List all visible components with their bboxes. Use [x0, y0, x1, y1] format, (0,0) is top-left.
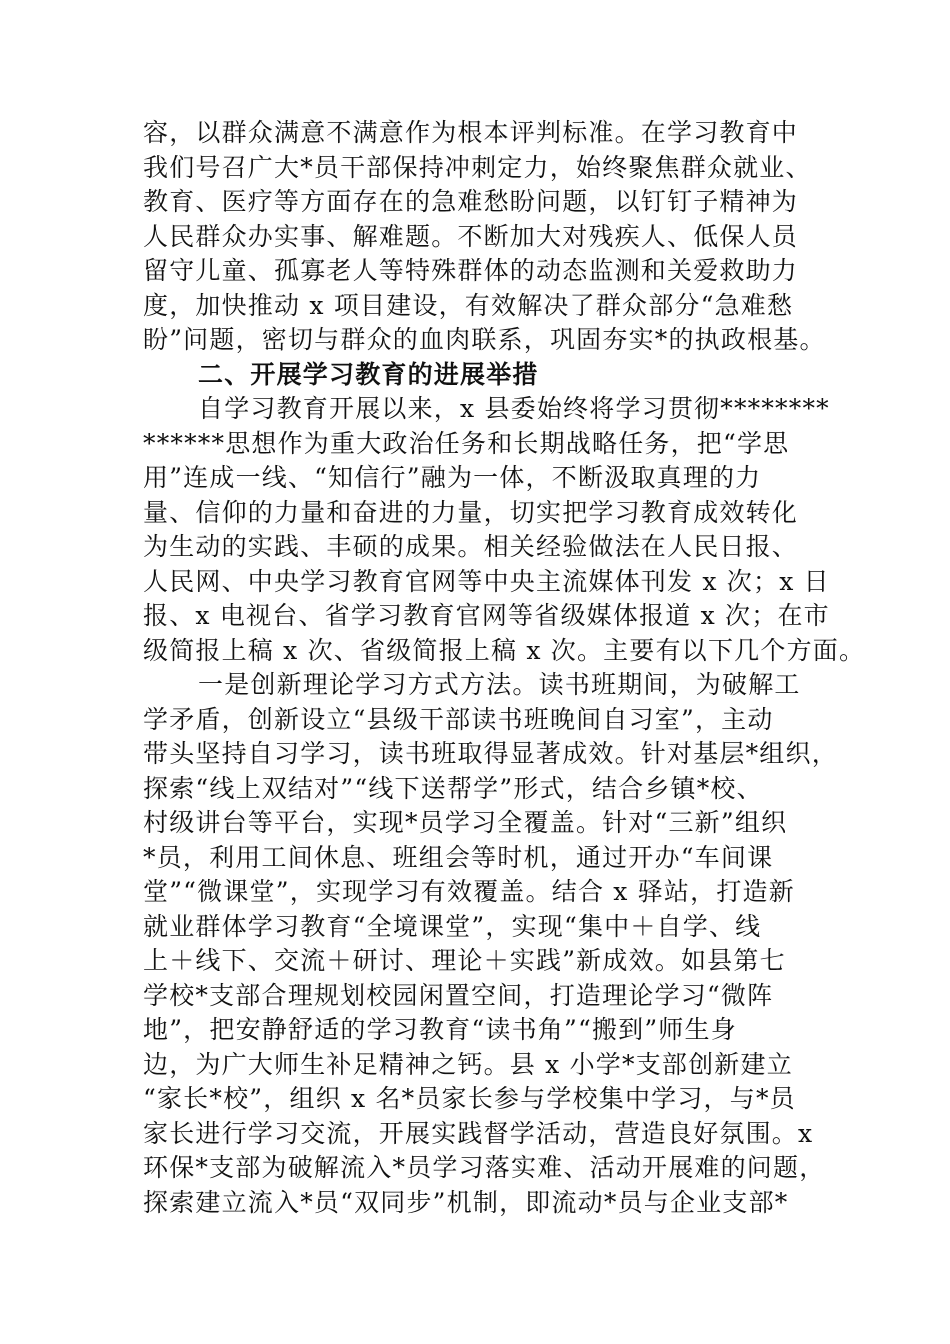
document-body	[143, 116, 866, 1220]
text-line: 度，加快推动 x 项目建设，有效解决了群众部分“急难愁	[143, 290, 794, 320]
text-line: *员，利用工间休息、班组会等时机，通过开办“车间课	[143, 842, 774, 872]
text-line: 人民网、中央学习教育官网等中央主流媒体刊发 x 次；x 日	[143, 566, 830, 596]
text-line: 报、x 电视台、省学习教育官网等省级媒体报道 x 次；在市	[143, 601, 830, 630]
text-line: 家长进行学习交流，开展实践督学活动，营造良好氛围。x	[143, 1118, 814, 1148]
text-line: 我们号召广大*员干部保持冲刺定力，始终聚焦群众就业、	[143, 152, 812, 182]
text-line: ******思想作为重大政治任务和长期战略任务，把“学思	[143, 428, 790, 458]
text-line: 为生动的实践、丰硕的成果。相关经验做法在人民日报、	[143, 532, 799, 561]
text-line: 堂”“微课堂”，实现学习有效覆盖。结合 x 驿站，打造新	[143, 877, 795, 906]
text-line: 用”连成一线、“知信行”融为一体，不断汲取真理的力	[143, 463, 762, 492]
text-line: 容，以群众满意不满意作为根本评判标准。在学习教育中	[143, 118, 799, 147]
paragraph-2	[143, 392, 866, 668]
text-line: “家长*校”，组织 x 名*员家长参与学校集中学习，与*员	[143, 1084, 796, 1113]
text-line: 量、信仰的力量和奋进的力量，切实把学习教育成效转化	[143, 497, 799, 527]
text-line: 教育、医疗等方面存在的急难愁盼问题，以钉钉子精神为	[143, 187, 799, 216]
text-line: 探索“线上双结对”“线下送帮学”形式，结合乡镇*校、	[143, 773, 763, 803]
text-line: 探索建立流入*员“双同步”机制，即流动*员与企业支部*	[143, 1187, 789, 1217]
text-line: 就业群体学习教育“全境课堂”，实现“集中＋自学、线	[143, 911, 762, 941]
text-line: 带头坚持自习学习，读书班取得显著成效。针对基层*组织，	[143, 739, 838, 768]
text-line: 人民群众办实事、解难题。不断加大对残疾人、低保人员	[143, 221, 799, 251]
text-line: 一是创新理论学习方式方法。读书班期间，为破解工	[198, 670, 801, 699]
paragraph-1	[143, 116, 826, 358]
text-line: 留守儿童、孤寡老人等特殊群体的动态监测和关爱救助力	[143, 256, 799, 285]
section-heading: 二、开展学习教育的进展举措	[198, 359, 539, 389]
text-line: 学校*支部合理规划校园闲置空间，打造理论学习“微阵	[143, 980, 774, 1010]
text-line: 村级讲台等平台，实现*员学习全覆盖。针对“三新”组织	[143, 808, 788, 837]
text-line: 自学习教育开展以来，x 县委始终将学习贯彻********	[198, 394, 830, 423]
paragraph-3	[143, 668, 838, 1220]
text-line: 边，为广大师生补足精神之钙。县 x 小学*支部创新建立	[143, 1049, 793, 1079]
text-line: 环保*支部为破解流入*员学习落实难、活动开展难的问题，	[143, 1153, 826, 1182]
text-line: 上＋线下、交流＋研讨、理论＋实践”新成效。如县第七	[143, 946, 786, 975]
text-line: 地”，把安静舒适的学习教育“读书角”“搬到”师生身	[143, 1015, 737, 1044]
text-line: 学矛盾，创新设立“县级干部读书班晚间自习室”，主动	[143, 704, 774, 734]
text-line: 级简报上稿 x 次、省级简报上稿 x 次。主要有以下几个方面。	[143, 635, 866, 665]
text-line: 盼”问题，密切与群众的血肉联系，巩固夯实*的执政根基。	[143, 325, 826, 354]
